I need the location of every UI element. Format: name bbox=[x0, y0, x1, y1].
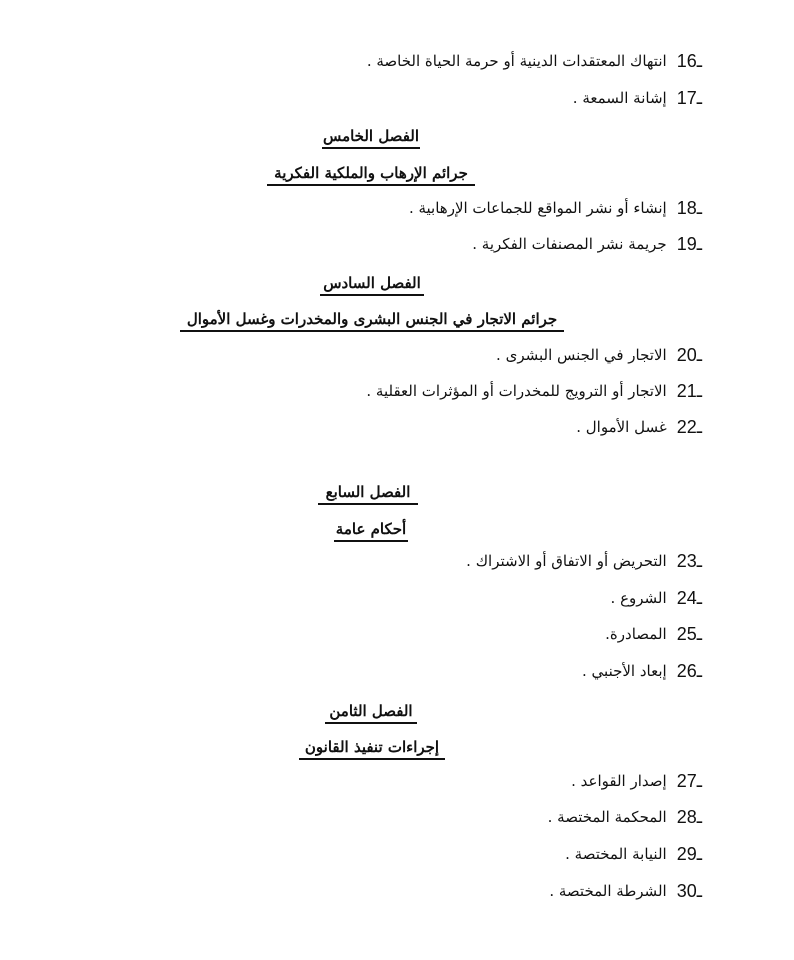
chapter-subtitle-five: جرائم الإرهاب والملكية الفكرية bbox=[267, 160, 475, 186]
chapter-subtitle-seven: أحكام عامة bbox=[334, 516, 408, 542]
item-text: إنشاء أو نشر المواقع للجماعات الإرهابية . bbox=[408, 199, 667, 217]
list-item-29 bbox=[565, 839, 702, 869]
item-number: 17ـ bbox=[676, 87, 702, 108]
list-item-24 bbox=[611, 583, 702, 613]
item-number: 29ـ bbox=[676, 843, 702, 864]
item-text: المصادرة. bbox=[605, 625, 667, 643]
item-text: الاتجار أو الترويج للمخدرات أو المؤثرات العقلية . bbox=[366, 382, 667, 400]
item-text: الاتجار في الجنس البشرى . bbox=[496, 346, 667, 364]
item-number: 28ـ bbox=[676, 806, 702, 827]
list-item-22 bbox=[576, 412, 702, 442]
list-item-25 bbox=[605, 619, 702, 649]
list-item-26 bbox=[582, 656, 702, 686]
item-number: 23ـ bbox=[676, 550, 702, 571]
item-number: 27ـ bbox=[676, 770, 702, 791]
chapter-title-seven: الفصل السابع bbox=[318, 479, 418, 505]
underline bbox=[320, 294, 424, 296]
list-item-16 bbox=[367, 46, 702, 76]
item-text: التحريض أو الاتفاق أو الاشتراك . bbox=[466, 552, 667, 570]
list-item-19 bbox=[472, 229, 702, 259]
item-text: إبعاد الأجنبي . bbox=[582, 662, 667, 680]
list-item-18 bbox=[409, 193, 702, 223]
list-item-30 bbox=[549, 876, 702, 906]
item-text: النيابة المختصة . bbox=[565, 845, 667, 863]
underline bbox=[334, 540, 408, 542]
underline bbox=[180, 330, 564, 332]
item-number: 24ـ bbox=[676, 587, 702, 608]
list-item-17 bbox=[573, 83, 702, 113]
item-number: 18ـ bbox=[676, 197, 702, 218]
item-text: إشانة السمعة . bbox=[572, 89, 667, 107]
item-text: الشروع . bbox=[610, 589, 667, 607]
chapter-subtitle-eight: إجراءات تنفيذ القانون bbox=[299, 734, 445, 760]
item-number: 21ـ bbox=[676, 380, 702, 401]
item-number: 22ـ bbox=[676, 416, 702, 437]
item-text: غسل الأموال . bbox=[576, 418, 667, 436]
item-text: جريمة نشر المصنفات الفكرية . bbox=[472, 235, 667, 253]
chapter-subtitle-six: جرائم الاتجار في الجنس البشرى والمخدرات وغسل الأموال bbox=[180, 306, 564, 332]
list-item-28 bbox=[548, 802, 702, 832]
list-item-20 bbox=[496, 340, 702, 370]
list-item-27 bbox=[571, 766, 702, 796]
underline bbox=[267, 184, 475, 186]
item-number: 30ـ bbox=[676, 880, 702, 901]
item-number: 26ـ bbox=[676, 660, 702, 681]
item-text: انتهاك المعتقدات الدينية أو حرمة الحياة الخاصة . bbox=[366, 52, 667, 70]
chapter-title-eight: الفصل الثامن bbox=[325, 698, 417, 724]
item-text: الشرطة المختصة . bbox=[549, 882, 667, 900]
item-text: المحكمة المختصة . bbox=[547, 808, 667, 826]
underline bbox=[322, 147, 420, 149]
chapter-title-five: الفصل الخامس bbox=[322, 123, 420, 149]
underline bbox=[299, 758, 445, 760]
item-number: 19ـ bbox=[676, 233, 702, 254]
list-item-21 bbox=[366, 376, 702, 406]
underline bbox=[318, 503, 418, 505]
item-number: 20ـ bbox=[676, 344, 702, 365]
list-item-23 bbox=[466, 546, 702, 576]
chapter-title-six: الفصل السادس bbox=[320, 270, 424, 296]
item-text: إصدار القواعد . bbox=[571, 772, 667, 790]
underline bbox=[325, 722, 417, 724]
item-number: 25ـ bbox=[676, 623, 702, 644]
item-number: 16ـ bbox=[676, 50, 702, 71]
